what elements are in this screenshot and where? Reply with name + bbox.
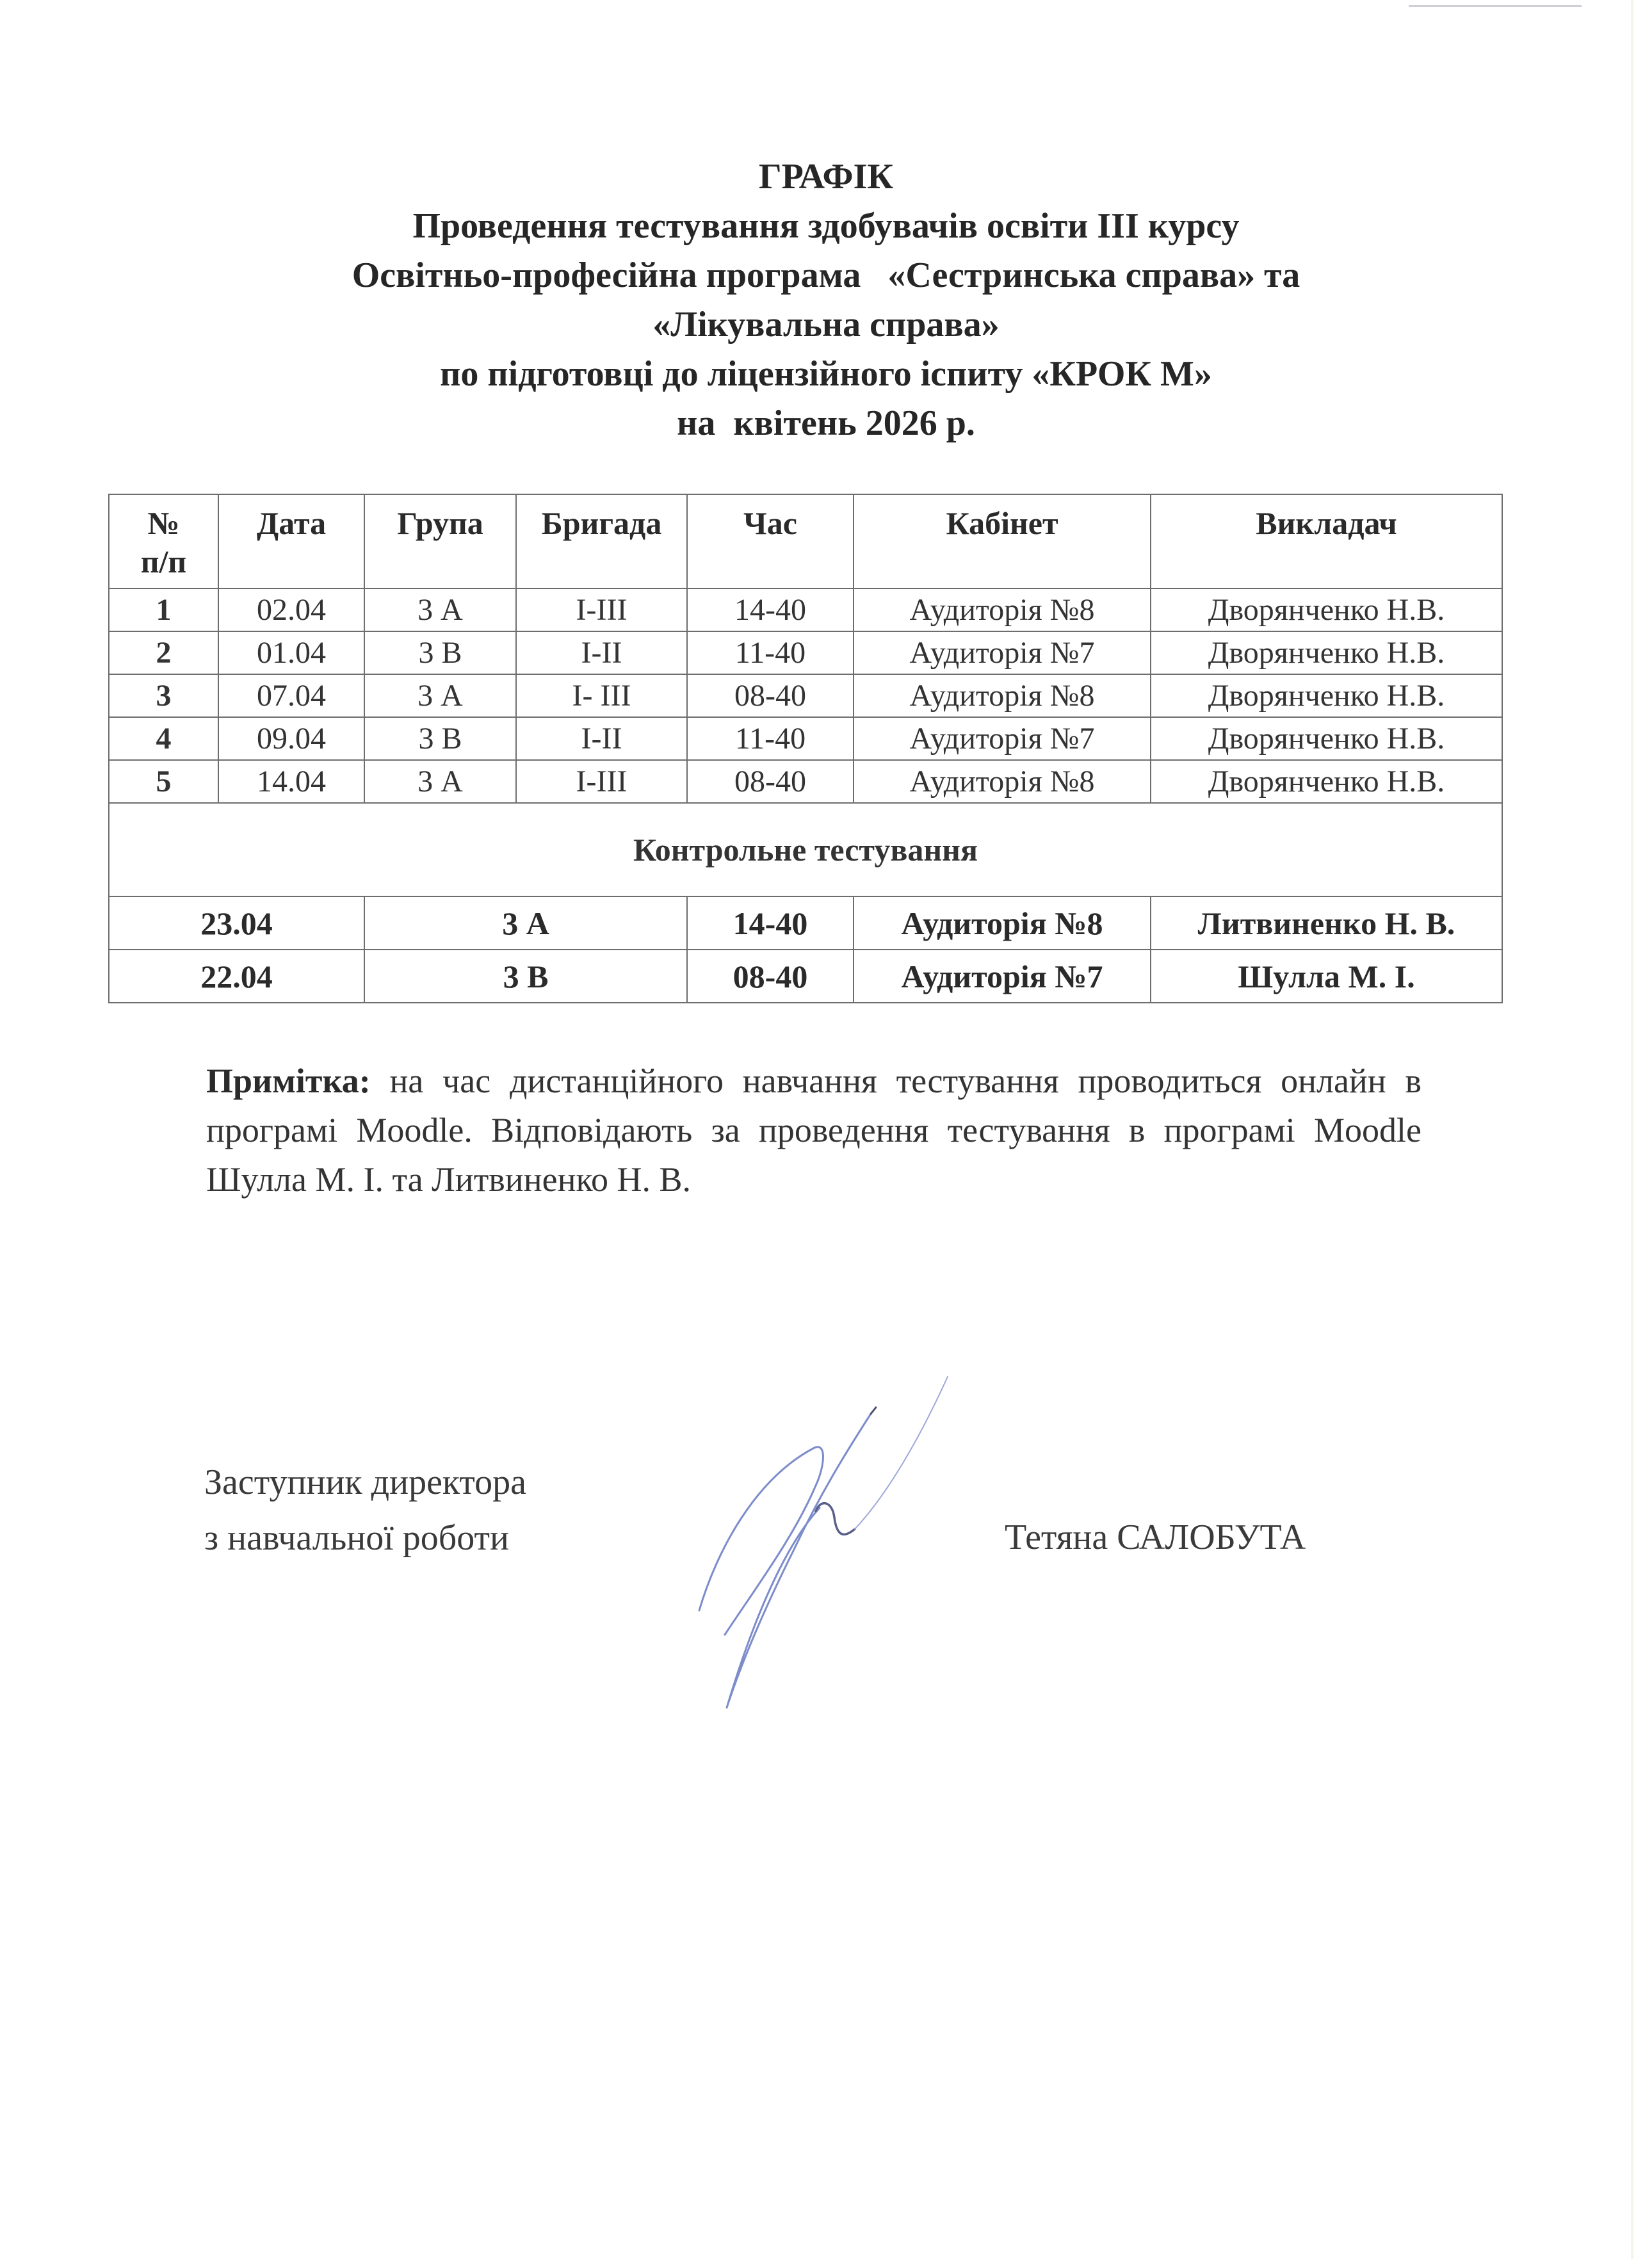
header-number-line1: №: [147, 505, 180, 541]
cell-room: Аудиторія №7: [854, 717, 1151, 760]
cell-date: 14.04: [218, 760, 364, 803]
header-number-line2: п/п: [140, 544, 187, 579]
cell-group: 3 В: [364, 717, 516, 760]
header-group: Група: [364, 494, 516, 588]
cell-teacher: Дворянченко Н.В.: [1151, 717, 1502, 760]
header-room: Кабінет: [854, 494, 1151, 588]
document-heading: [0, 152, 1652, 448]
table-row: [109, 631, 1502, 674]
header-brigade: Бригада: [516, 494, 687, 588]
cell-time: 11-40: [687, 631, 854, 674]
control-cell-room: Аудиторія №8: [854, 896, 1151, 950]
signature-stroke-wave: [816, 1503, 855, 1535]
signer-name: Тетяна САЛОБУТА: [1005, 1518, 1306, 1557]
cell-room: Аудиторія №8: [854, 674, 1151, 717]
control-cell-time: 08-40: [687, 950, 854, 1003]
control-cell-date: 23.04: [109, 896, 364, 950]
cell-brigade: I-II: [516, 717, 687, 760]
cell-number: 5: [109, 760, 218, 803]
signatory-position: [204, 1455, 526, 1566]
table-row: [109, 674, 1502, 717]
control-table-row: [109, 896, 1502, 950]
control-cell-room: Аудиторія №7: [854, 950, 1151, 1003]
position-line-1: Заступник директора: [204, 1462, 526, 1502]
header-time: Час: [687, 494, 854, 588]
cell-date: 09.04: [218, 717, 364, 760]
handwritten-signature: [679, 1357, 986, 1742]
control-cell-date: 22.04: [109, 950, 364, 1003]
note-paragraph: [206, 1057, 1421, 1204]
control-testing-title: Контрольне тестування: [109, 803, 1502, 896]
cell-date: 07.04: [218, 674, 364, 717]
signature-stroke-top: [871, 1407, 876, 1414]
cell-room: Аудиторія №8: [854, 588, 1151, 631]
cell-teacher: Дворянченко Н.В.: [1151, 760, 1502, 803]
table-row: [109, 717, 1502, 760]
cell-number: 1: [109, 588, 218, 631]
cell-time: 08-40: [687, 674, 854, 717]
position-line-2: з навчальної роботи: [204, 1518, 509, 1558]
cell-date: 02.04: [218, 588, 364, 631]
cell-brigade: I- III: [516, 674, 687, 717]
control-cell-group: 3 В: [364, 950, 687, 1003]
control-testing-title-row: [109, 803, 1502, 896]
control-cell-time: 14-40: [687, 896, 854, 950]
heading-line-2: Освітньо-професійна програма «Сестринська справа» та: [352, 255, 1300, 295]
cell-group: 3 А: [364, 588, 516, 631]
control-cell-group: 3 А: [364, 896, 687, 950]
cell-number: 3: [109, 674, 218, 717]
header-number: [109, 494, 218, 588]
cell-room: Аудиторія №8: [854, 760, 1151, 803]
heading-line-3: «Лікувальна справа»: [652, 305, 1000, 344]
heading-title: ГРАФІК: [758, 157, 894, 197]
cell-teacher: Дворянченко Н.В.: [1151, 631, 1502, 674]
control-table-row: [109, 950, 1502, 1003]
cell-number: 4: [109, 717, 218, 760]
cell-time: 14-40: [687, 588, 854, 631]
signature-stroke-loop: [699, 1447, 823, 1635]
table-header-row: [109, 494, 1502, 588]
table-row: [109, 588, 1502, 631]
header-date: Дата: [218, 494, 364, 588]
note-text: на час дистанційного навчання тестування проводиться онлайн в програмі Moodle. Відповідають за проведення тестування в програмі Moodle Шулла М. І. та Литвиненко Н. В.: [206, 1062, 1421, 1199]
cell-room: Аудиторія №7: [854, 631, 1151, 674]
signature-stroke-tail: [855, 1377, 948, 1529]
note-label: Примітка:: [206, 1062, 371, 1100]
cell-time: 11-40: [687, 717, 854, 760]
heading-line-4: по підготовці до ліцензійного іспиту «КРОК М»: [440, 354, 1212, 394]
cell-brigade: I-III: [516, 760, 687, 803]
control-cell-teacher: Литвиненко Н. В.: [1151, 896, 1502, 950]
cell-group: 3 А: [364, 674, 516, 717]
control-cell-teacher: Шулла М. І.: [1151, 950, 1502, 1003]
cell-group: 3 В: [364, 631, 516, 674]
table-row: [109, 760, 1502, 803]
cell-brigade: I-II: [516, 631, 687, 674]
cell-teacher: Дворянченко Н.В.: [1151, 674, 1502, 717]
cell-brigade: I-III: [516, 588, 687, 631]
schedule-table: [108, 494, 1503, 1003]
scan-artifact-line: [1409, 5, 1582, 7]
cell-group: 3 А: [364, 760, 516, 803]
header-teacher: Викладач: [1151, 494, 1502, 588]
cell-date: 01.04: [218, 631, 364, 674]
heading-line-5: на квітень 2026 р.: [677, 403, 975, 443]
cell-teacher: Дворянченко Н.В.: [1151, 588, 1502, 631]
cell-number: 2: [109, 631, 218, 674]
cell-time: 08-40: [687, 760, 854, 803]
heading-line-1: Проведення тестування здобувачів освіти ІІІ курсу: [412, 206, 1240, 246]
